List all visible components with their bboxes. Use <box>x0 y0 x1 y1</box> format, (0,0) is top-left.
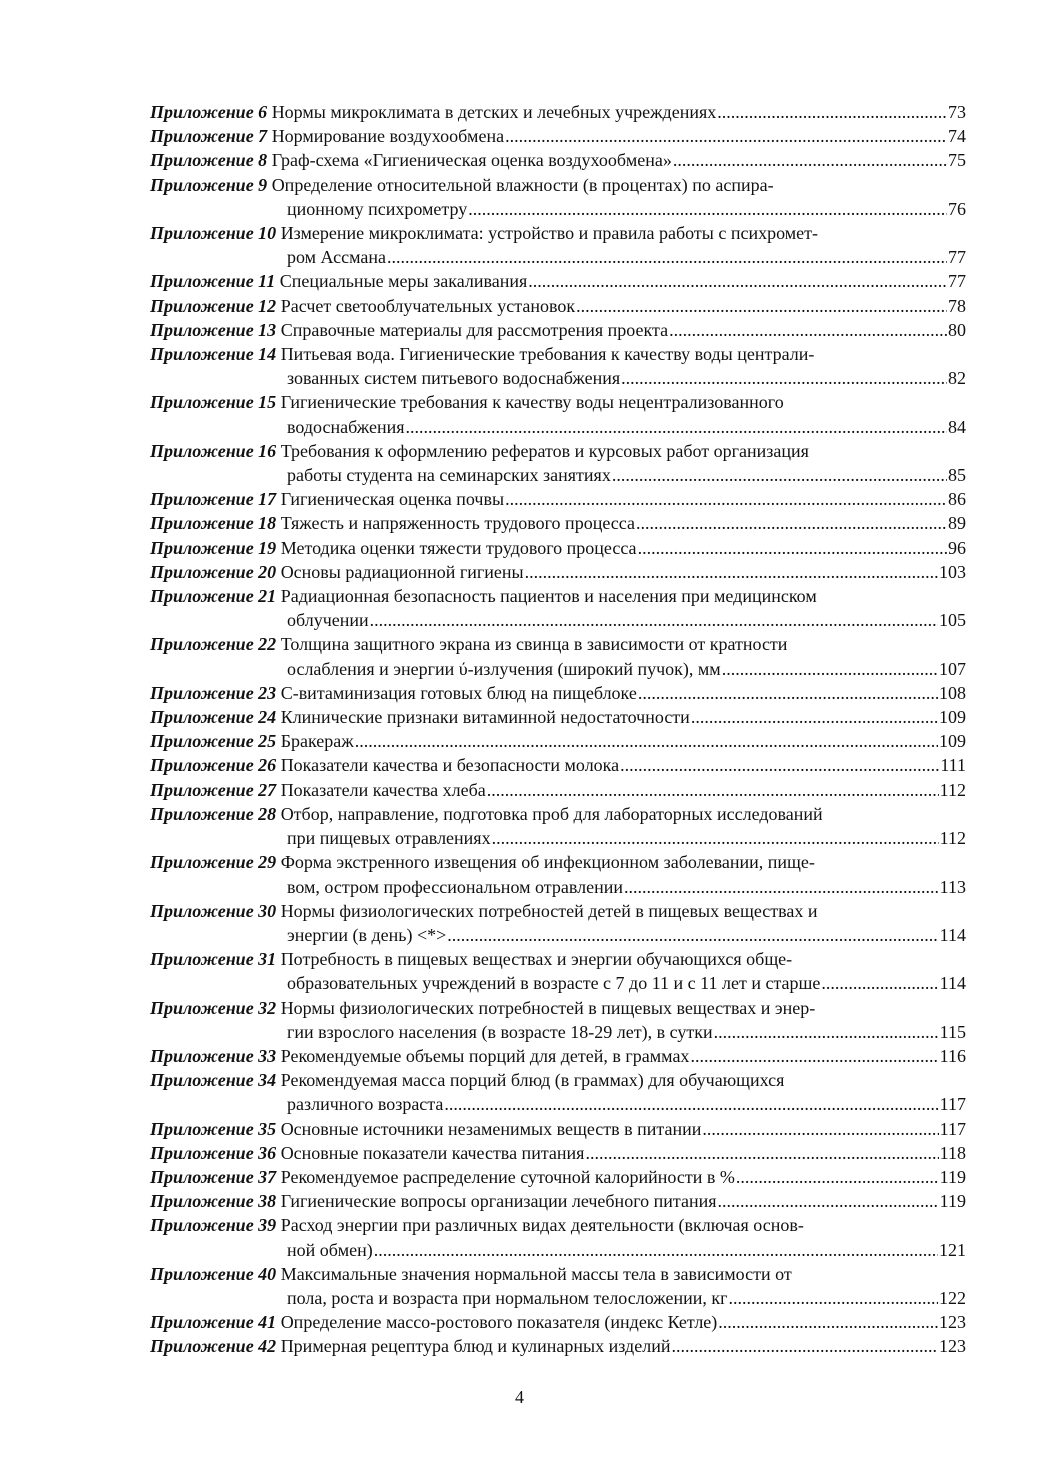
toc-entry-line <box>150 1286 966 1310</box>
toc-entry-title: различного возраста <box>287 1094 444 1115</box>
toc-entry-page: 109 <box>939 707 966 728</box>
toc-entry-title: Измерение микроклимата: устройство и правила работы с психромет- <box>280 223 818 244</box>
toc-entry <box>150 753 966 777</box>
toc-entry-title: Показатели качества хлеба <box>280 779 486 800</box>
toc-entry-title: Нормы микроклимата в детских и лечебных учреждениях <box>271 102 717 122</box>
toc-entry-page: 85 <box>948 465 966 486</box>
toc-entry-title: работы студента на семинарских занятиях <box>287 465 611 486</box>
toc-entry <box>150 1044 966 1068</box>
toc-entry-title: водоснабжения <box>287 416 405 437</box>
toc-leader-dots <box>468 197 947 221</box>
toc-entry <box>150 487 966 511</box>
toc-entry <box>150 124 966 148</box>
toc-leader-dots <box>387 245 947 269</box>
toc-entry-label: Приложение 35 <box>150 1118 277 1139</box>
toc-entry <box>150 729 966 753</box>
toc-entry-page: 80 <box>948 319 966 340</box>
toc-entry-page: 109 <box>939 731 966 752</box>
toc-entry-title: Определение массо-ростового показателя (индекс Кетле) <box>280 1312 718 1333</box>
toc-entry-label: Приложение 36 <box>150 1142 277 1163</box>
toc-leader-dots <box>447 923 938 947</box>
toc-entry-title: зованных систем питьевого водоснабжения <box>287 368 621 389</box>
toc-entry-page: 122 <box>939 1287 966 1308</box>
toc-leader-dots <box>671 1334 938 1358</box>
toc-entry-title: Основные источники незаменимых веществ в питании <box>280 1118 702 1139</box>
toc-entry-page: 123 <box>939 1312 966 1333</box>
toc-entry <box>150 173 966 221</box>
toc-entry-label: Приложение 30 <box>150 900 277 921</box>
toc-leader-dots <box>669 318 947 342</box>
toc-entry-label: Приложение 39 <box>150 1215 277 1236</box>
toc-leader-dots <box>690 1044 938 1068</box>
toc-entry-title: при пищевых отравлениях <box>287 828 491 849</box>
toc-entry-line <box>150 439 966 463</box>
toc-entry-title: Требования к оформлению рефератов и курсовых работ организация <box>280 440 809 461</box>
toc-entry-label: Приложение 25 <box>150 731 277 752</box>
toc-entry-page: 111 <box>940 755 966 776</box>
toc-entry <box>150 584 966 632</box>
toc-entry-label: Приложение 23 <box>150 682 277 703</box>
toc-entry-page: 78 <box>948 295 966 316</box>
toc-entry-line <box>150 1310 966 1334</box>
toc-entry <box>150 318 966 342</box>
toc-entry-title: Радиационная безопасность пациентов и населения при медицинском <box>280 586 817 607</box>
toc-leader-dots <box>673 148 947 172</box>
toc-entry <box>150 560 966 584</box>
toc-entry-label: Приложение 29 <box>150 852 277 873</box>
toc-entry-label: Приложение 38 <box>150 1191 277 1212</box>
toc-entry-line <box>150 923 966 947</box>
toc-entry-page: 112 <box>939 828 966 849</box>
toc-entry-label: Приложение 31 <box>150 949 277 970</box>
toc-entry-label: Приложение 14 <box>150 344 277 365</box>
toc-entry <box>150 390 966 438</box>
toc-entry <box>150 899 966 947</box>
toc-entry-label: Приложение 12 <box>150 295 277 316</box>
toc-entry <box>150 1213 966 1261</box>
toc-entry-page: 112 <box>939 779 966 800</box>
toc-entry-line <box>150 899 966 923</box>
toc-entry <box>150 996 966 1044</box>
table-of-contents <box>150 100 966 1359</box>
toc-entry-line <box>150 947 966 971</box>
toc-entry-line <box>150 875 966 899</box>
toc-leader-dots <box>576 294 947 318</box>
toc-entry-line <box>150 415 966 439</box>
toc-entry-title: Гигиеническая оценка почвы <box>280 489 505 510</box>
toc-entry-title: Показатели качества и безопасности молока <box>280 755 620 776</box>
toc-entry-label: Приложение 7 <box>150 126 268 147</box>
toc-entry-label: Приложение 27 <box>150 779 277 800</box>
toc-entry-line <box>150 366 966 390</box>
toc-entry-title: Основы радиационной гигиены <box>280 561 524 582</box>
toc-entry-line <box>150 681 966 705</box>
toc-entry-page: 75 <box>948 150 966 171</box>
toc-entry <box>150 778 966 802</box>
toc-entry-label: Приложение 20 <box>150 561 277 582</box>
toc-entry-line <box>150 1334 966 1358</box>
toc-entry-line <box>150 536 966 560</box>
toc-entry-label: Приложение 34 <box>150 1070 277 1091</box>
toc-leader-dots <box>620 753 939 777</box>
toc-entry-page: 86 <box>948 489 966 510</box>
toc-leader-dots <box>612 463 947 487</box>
toc-leader-dots <box>636 511 947 535</box>
toc-leader-dots <box>624 875 939 899</box>
toc-entry <box>150 439 966 487</box>
toc-entry-line <box>150 1213 966 1237</box>
toc-entry-page: 114 <box>939 924 966 945</box>
toc-entry <box>150 511 966 535</box>
toc-entry-page: 114 <box>939 973 966 994</box>
toc-entry-line <box>150 487 966 511</box>
toc-entry-line <box>150 657 966 681</box>
toc-entry-title: Клинические признаки витаминной недостаточности <box>280 707 690 728</box>
toc-leader-dots <box>406 415 947 439</box>
toc-leader-dots <box>370 608 938 632</box>
toc-entry-title: Бракераж <box>280 731 354 752</box>
toc-entry-title: Примерная рецептура блюд и кулинарных изделий <box>280 1336 671 1357</box>
page-number: 4 <box>515 1387 524 1407</box>
toc-entry-line <box>150 294 966 318</box>
toc-entry-page: 89 <box>948 513 966 534</box>
toc-entry-label: Приложение 32 <box>150 997 277 1018</box>
toc-entry-line <box>150 705 966 729</box>
toc-entry-page: 105 <box>939 610 966 631</box>
toc-leader-dots <box>638 536 947 560</box>
toc-entry-page: 74 <box>948 126 966 147</box>
toc-leader-dots <box>718 1189 939 1213</box>
toc-leader-dots <box>505 124 947 148</box>
toc-entry-line <box>150 608 966 632</box>
toc-entry-line <box>150 148 966 172</box>
toc-entry-line <box>150 124 966 148</box>
toc-entry-title: Специальные меры закаливания <box>279 271 528 292</box>
toc-entry-title: Справочные материалы для рассмотрения проекта <box>280 319 669 340</box>
toc-entry-title: Нормы физиологических потребностей в пищевых веществах и энер- <box>280 997 816 1018</box>
toc-entry-line <box>150 1141 966 1165</box>
toc-entry-page: 123 <box>939 1336 966 1357</box>
toc-entry-title: Рекомендуемое распределение суточной калорийности в % <box>280 1166 735 1187</box>
toc-entry-page: 119 <box>939 1166 966 1187</box>
toc-entry-line <box>150 511 966 535</box>
toc-entry <box>150 100 966 124</box>
toc-entry-label: Приложение 19 <box>150 537 277 558</box>
toc-entry <box>150 1068 966 1116</box>
toc-leader-dots <box>722 657 938 681</box>
toc-leader-dots <box>621 366 947 390</box>
toc-entry-title: ционному психрометру <box>287 198 468 219</box>
toc-entry <box>150 1165 966 1189</box>
toc-entry-title: Расчет светооблучательных установок <box>280 295 576 316</box>
toc-entry-label: Приложение 41 <box>150 1312 277 1333</box>
toc-entry-title: С-витаминизация готовых блюд на пищеблоке <box>280 682 637 703</box>
toc-entry-page: 107 <box>939 658 966 679</box>
toc-entry-title: гии взрослого населения (в возрасте 18-29 лет), в сутки <box>287 1021 713 1042</box>
toc-entry-title: Питьевая вода. Гигиенические требования к качеству воды централи- <box>280 344 815 365</box>
toc-entry <box>150 148 966 172</box>
toc-entry-label: Приложение 21 <box>150 586 277 607</box>
toc-entry-title: ной обмен) <box>287 1239 373 1260</box>
toc-leader-dots <box>505 487 947 511</box>
toc-entry-page: 121 <box>939 1239 966 1260</box>
toc-entry-title: Расход энергии при различных видах деятельности (включая основ- <box>280 1215 804 1236</box>
toc-leader-dots <box>702 1117 938 1141</box>
toc-entry <box>150 947 966 995</box>
toc-entry-page: 117 <box>939 1094 966 1115</box>
toc-entry <box>150 1334 966 1358</box>
toc-entry <box>150 1141 966 1165</box>
toc-entry-line <box>150 778 966 802</box>
toc-entry-page: 113 <box>939 876 966 897</box>
toc-entry-line <box>150 826 966 850</box>
toc-entry-line <box>150 100 966 124</box>
toc-entry-label: Приложение 33 <box>150 1045 277 1066</box>
toc-entry-title: Потребность в пищевых веществах и энергии обучающихся обще- <box>280 949 793 970</box>
toc-entry-label: Приложение 28 <box>150 803 277 824</box>
toc-entry-title: Основные показатели качества питания <box>280 1142 585 1163</box>
toc-entry-line <box>150 802 966 826</box>
toc-entry-title: Тяжесть и напряженность трудового процесса <box>280 513 635 534</box>
toc-leader-dots <box>487 778 939 802</box>
toc-entry-title: ослабления и энергии ύ-излучения (широкий пучок), мм <box>287 658 721 679</box>
toc-leader-dots <box>638 681 938 705</box>
toc-leader-dots <box>736 1165 939 1189</box>
toc-entry-label: Приложение 11 <box>150 271 276 292</box>
toc-entry-label: Приложение 15 <box>150 392 277 413</box>
toc-entry-title: Рекомендуемые объемы порций для детей, в граммах <box>280 1045 690 1066</box>
toc-entry-title: Нормирование воздухообмена <box>271 126 505 147</box>
toc-entry-line <box>150 632 966 656</box>
toc-entry-line <box>150 1044 966 1068</box>
toc-entry-label: Приложение 17 <box>150 489 277 510</box>
toc-entry <box>150 850 966 898</box>
toc-entry-label: Приложение 9 <box>150 174 268 195</box>
toc-leader-dots <box>585 1141 938 1165</box>
toc-entry-line <box>150 729 966 753</box>
toc-entry-label: Приложение 18 <box>150 513 277 534</box>
toc-entry-title: образовательных учреждений в возрасте с 7 до 11 и с 11 лет и старше <box>287 973 821 994</box>
toc-entry-line <box>150 850 966 874</box>
toc-entry <box>150 705 966 729</box>
toc-entry-line <box>150 1092 966 1116</box>
toc-entry-title: пола, роста и возраста при нормальном телосложении, кг <box>287 1287 728 1308</box>
toc-entry-line <box>150 463 966 487</box>
toc-entry-label: Приложение 22 <box>150 634 277 655</box>
toc-entry-page: 96 <box>948 537 966 558</box>
toc-entry <box>150 294 966 318</box>
toc-leader-dots <box>444 1092 938 1116</box>
toc-entry-title: вом, остром профессиональном отравлении <box>287 876 623 897</box>
toc-entry-line <box>150 1117 966 1141</box>
toc-entry-page: 77 <box>948 271 966 292</box>
toc-entry-page: 76 <box>948 198 966 219</box>
toc-leader-dots <box>717 100 947 124</box>
toc-entry-line <box>150 1020 966 1044</box>
toc-entry-page: 108 <box>939 682 966 703</box>
toc-entry <box>150 802 966 850</box>
toc-entry-page: 116 <box>939 1045 966 1066</box>
toc-entry-line <box>150 197 966 221</box>
toc-entry <box>150 536 966 560</box>
toc-entry-line <box>150 221 966 245</box>
toc-leader-dots <box>691 705 938 729</box>
toc-entry-line <box>150 1165 966 1189</box>
toc-entry-label: Приложение 16 <box>150 440 277 461</box>
toc-entry-label: Приложение 8 <box>150 150 268 171</box>
toc-entry-label: Приложение 26 <box>150 755 277 776</box>
toc-entry <box>150 342 966 390</box>
toc-leader-dots <box>718 1310 938 1334</box>
toc-entry-title: Нормы физиологических потребностей детей в пищевых веществах и <box>280 900 818 921</box>
toc-entry-line <box>150 390 966 414</box>
toc-entry <box>150 632 966 680</box>
toc-entry-page: 77 <box>948 247 966 268</box>
toc-entry-label: Приложение 13 <box>150 319 277 340</box>
toc-entry-title: Толщина защитного экрана из свинца в зависимости от кратности <box>280 634 788 655</box>
toc-entry-label: Приложение 6 <box>150 102 268 122</box>
toc-entry-title: энергии (в день) <*> <box>287 924 447 945</box>
toc-entry-page: 84 <box>948 416 966 437</box>
toc-entry-line <box>150 584 966 608</box>
toc-entry <box>150 1262 966 1310</box>
toc-entry-label: Приложение 10 <box>150 223 277 244</box>
toc-entry-line <box>150 245 966 269</box>
toc-entry-line <box>150 269 966 293</box>
toc-entry <box>150 1117 966 1141</box>
toc-entry-title: Гигиенические требования к качеству воды нецентрализованного <box>280 392 784 413</box>
toc-entry-page: 118 <box>939 1142 966 1163</box>
toc-entry-line <box>150 996 966 1020</box>
toc-entry-line <box>150 1068 966 1092</box>
toc-leader-dots <box>821 971 938 995</box>
toc-entry-label: Приложение 24 <box>150 707 277 728</box>
toc-entry-page: 119 <box>939 1191 966 1212</box>
toc-entry-title: облучении <box>287 610 369 631</box>
toc-entry-label: Приложение 40 <box>150 1263 277 1284</box>
toc-entry-line <box>150 318 966 342</box>
toc-entry-line <box>150 342 966 366</box>
toc-entry-line <box>150 753 966 777</box>
toc-entry-page: 73 <box>948 102 966 122</box>
toc-entry-title: Методика оценки тяжести трудового процесса <box>280 537 637 558</box>
toc-entry <box>150 1189 966 1213</box>
toc-entry-line <box>150 971 966 995</box>
toc-entry-title: ром Ассмана <box>287 247 386 268</box>
toc-entry <box>150 1310 966 1334</box>
toc-leader-dots <box>525 560 938 584</box>
toc-leader-dots <box>355 729 938 753</box>
toc-entry <box>150 681 966 705</box>
toc-entry-title: Граф-схема «Гигиеническая оценка воздухообмена» <box>271 150 672 171</box>
toc-leader-dots <box>492 826 939 850</box>
toc-entry-title: Максимальные значения нормальной массы тела в зависимости от <box>280 1263 792 1284</box>
toc-entry-line <box>150 1262 966 1286</box>
toc-entry-line <box>150 173 966 197</box>
toc-leader-dots <box>374 1238 938 1262</box>
toc-entry-line <box>150 1189 966 1213</box>
toc-leader-dots <box>729 1286 939 1310</box>
toc-entry-line <box>150 1238 966 1262</box>
toc-entry-title: Определение относительной влажности (в процентах) по аспира- <box>271 174 774 195</box>
toc-entry-line <box>150 560 966 584</box>
toc-leader-dots <box>528 269 947 293</box>
toc-entry-title: Рекомендуемая масса порций блюд (в граммах) для обучающихся <box>280 1070 785 1091</box>
toc-entry-title: Отбор, направление, подготовка проб для лабораторных исследований <box>280 803 823 824</box>
toc-entry-page: 103 <box>939 561 966 582</box>
toc-entry <box>150 221 966 269</box>
toc-entry-page: 115 <box>939 1021 966 1042</box>
toc-entry-title: Гигиенические вопросы организации лечебного питания <box>280 1191 717 1212</box>
toc-entry-label: Приложение 42 <box>150 1336 277 1357</box>
toc-entry <box>150 269 966 293</box>
toc-entry-page: 117 <box>939 1118 966 1139</box>
toc-leader-dots <box>714 1020 939 1044</box>
toc-entry-label: Приложение 37 <box>150 1166 277 1187</box>
toc-entry-page: 82 <box>948 368 966 389</box>
toc-entry-title: Форма экстренного извещения об инфекционном заболевании, пище- <box>280 852 815 873</box>
